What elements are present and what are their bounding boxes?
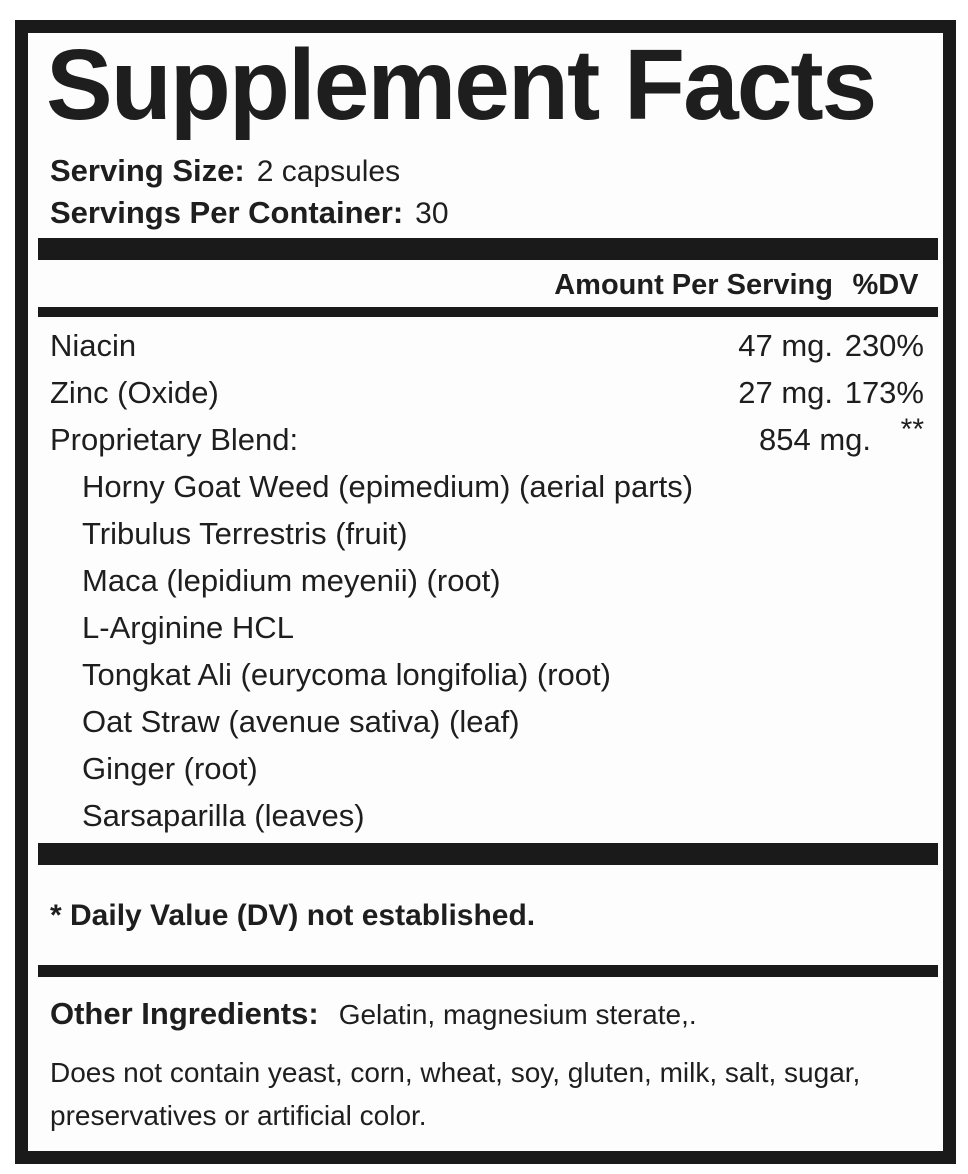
blend-ingredient: Tongkat Ali (eurycoma longifolia) (root) (82, 656, 611, 692)
nutrient-dv: 173% (844, 374, 924, 410)
nutrient-amount: 47 mg. (738, 327, 833, 363)
nutrient-name: Zinc (Oxide) (50, 374, 219, 410)
serving-size-label: Serving Size: (50, 153, 245, 188)
table-row (38, 369, 938, 416)
nutrient-amount: 27 mg. (738, 374, 833, 410)
serving-info (50, 150, 449, 234)
blend-ingredient-row (38, 792, 938, 839)
serving-size-row (50, 150, 449, 192)
serving-size-value: 2 capsules (256, 155, 401, 188)
blend-ingredient-row (38, 698, 938, 745)
label-title: Supplement Facts (46, 29, 876, 141)
dv-header: %DV (852, 268, 919, 301)
blend-ingredient-row (38, 745, 938, 792)
blend-ingredient: Maca (lepidium meyenii) (root) (82, 562, 501, 598)
daily-value-footnote: * Daily Value (DV) not established. (50, 899, 536, 932)
servings-per-container-value: 30 (415, 197, 449, 230)
blend-ingredient-row (38, 510, 938, 557)
blend-ingredient-row (38, 651, 938, 698)
blend-ingredient-row (38, 604, 938, 651)
allergen-disclaimer (50, 1051, 860, 1137)
nutrient-name: Niacin (50, 327, 137, 363)
label-frame (15, 20, 956, 1164)
blend-ingredient: Oat Straw (avenue sativa) (leaf) (82, 703, 520, 739)
nutrient-name: Proprietary Blend: (50, 421, 299, 457)
blend-ingredient-row (38, 463, 938, 510)
nutrient-table (38, 322, 938, 839)
header-rule (38, 307, 938, 317)
blend-ingredient: Ginger (root) (82, 750, 258, 786)
divider-bar-middle (38, 843, 938, 865)
disclaimer-line: preservatives or artificial color. (50, 1100, 427, 1131)
divider-bar-bottom (38, 965, 938, 977)
nutrient-dv: 230% (844, 327, 924, 363)
table-row-proprietary-blend (38, 412, 938, 463)
nutrient-amount: 854 mg. (758, 421, 871, 457)
blend-ingredient: Tribulus Terrestris (fruit) (82, 515, 408, 551)
other-ingredients-row (50, 996, 697, 1032)
servings-per-container-row (50, 192, 449, 234)
other-ingredients-value: Gelatin, magnesium sterate,. (338, 999, 697, 1030)
servings-per-container-label: Servings Per Container: (50, 195, 404, 230)
other-ingredients-label: Other Ingredients: (50, 996, 319, 1031)
blend-ingredient: Horny Goat Weed (epimedium) (aerial parts) (82, 468, 694, 504)
amount-per-serving-header: Amount Per Serving (554, 268, 833, 301)
table-header (38, 266, 938, 304)
blend-ingredient: Sarsaparilla (leaves) (82, 797, 365, 833)
divider-bar-top (38, 238, 938, 260)
blend-ingredient-row (38, 557, 938, 604)
double-asterisk: ** (900, 412, 924, 446)
disclaimer-line: Does not contain yeast, corn, wheat, soy, gluten, milk, salt, sugar, (50, 1057, 861, 1088)
blend-ingredient: L-Arginine HCL (82, 609, 294, 645)
table-row (38, 322, 938, 369)
